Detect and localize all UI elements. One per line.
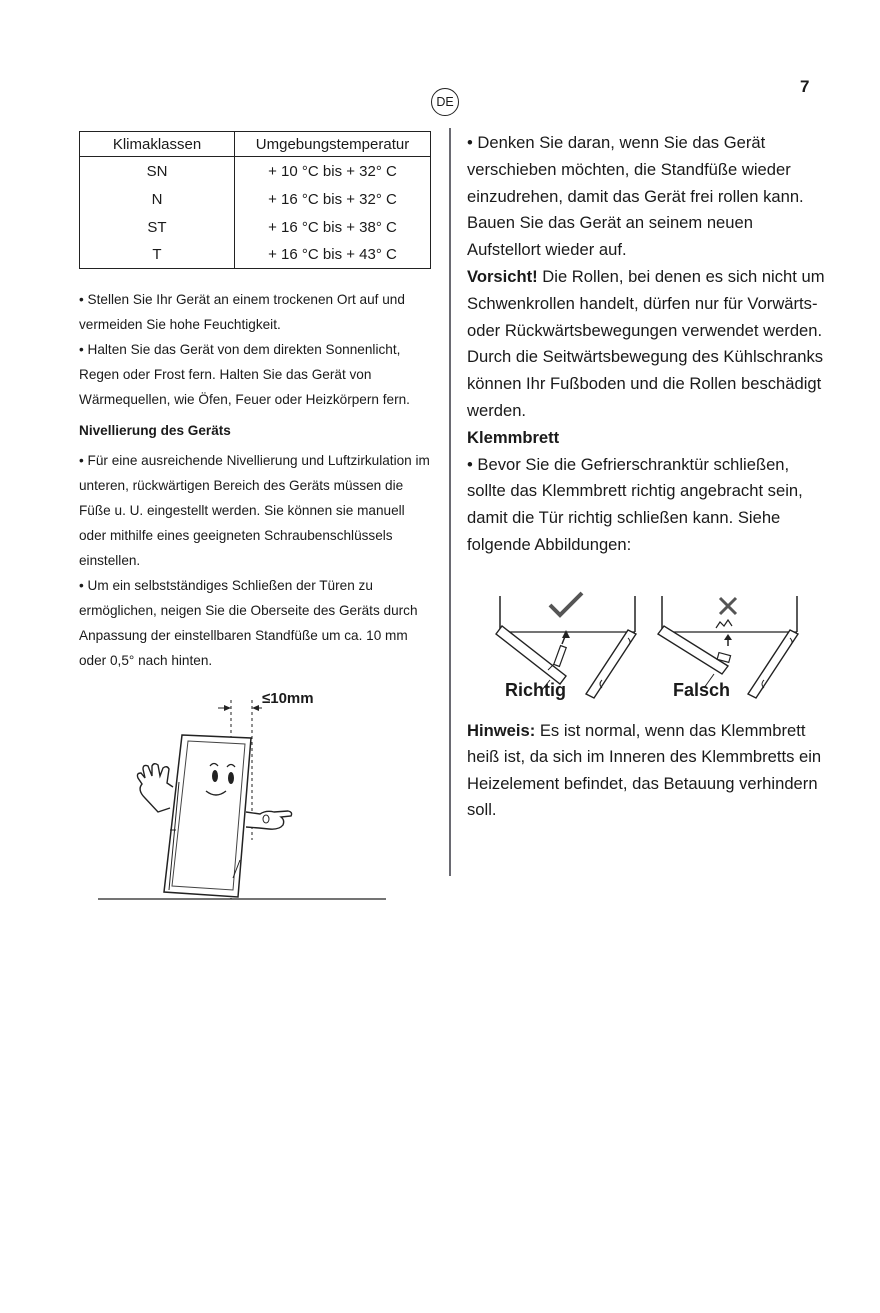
paragraph-clipboard: • Bevor Sie die Gefrierschranktür schließen, sollte das Klemmbrett richtig angebracht sein, damit die Tür richtig schließen kann. Siehe folgende Abbildungen: [467, 454, 803, 554]
correct-caption: Richtig [505, 680, 566, 700]
warning-label: Vorsicht! [467, 266, 538, 286]
table-cell: ST [80, 213, 235, 241]
right-column-text [467, 130, 827, 559]
table-cell: + 16 °C bis + 32° C [235, 185, 431, 213]
table-cell: N [80, 185, 235, 213]
section-heading-clipboard: Klemmbrett [467, 427, 560, 447]
left-column-text [79, 287, 435, 673]
table-cell: + 16 °C bis + 43° C [235, 241, 431, 269]
paragraph-dry-location: • Stellen Sie Ihr Gerät an einem trockenen Ort auf und vermeiden Sie hohe Feuchtigkeit. [79, 292, 405, 332]
table-header-cell: Umgebungstemperatur [235, 132, 431, 157]
table-cell: SN [80, 157, 235, 186]
column-divider [449, 128, 451, 876]
table-cell: + 16 °C bis + 38° C [235, 213, 431, 241]
section-heading-leveling: Nivellierung des Geräts [79, 423, 231, 438]
language-badge: DE [431, 88, 459, 116]
page-number: 7 [800, 77, 810, 96]
hint-label: Hinweis: [467, 721, 536, 740]
table-header-row [80, 132, 431, 157]
climate-class-table [79, 131, 431, 269]
paragraph-leveling: • Für eine ausreichende Nivellierung und Luftzirkulation im unteren, rückwärtigen Bereich des Geräts müssen die Füße u. U. eingestellt werden. Sie können sie manuell oder mithilfe eines geeigneten Schraubenschlüssels einstellen. [79, 453, 430, 568]
table-row [80, 185, 431, 213]
hint-text-block [467, 718, 827, 823]
fridge-tilt-illustration [90, 690, 400, 905]
paragraph-heat-sources: • Halten Sie das Gerät von dem direkten Sonnenlicht, Regen oder Frost fern. Halten Sie das Gerät von Wärmequellen, wie Öfen, Feuer oder Heizkörpern fern. [79, 342, 410, 407]
warning-text: Die Rollen, bei denen es sich nicht um Schwenkrollen handelt, dürfen nur für Vorwärts- oder Rückwärtsbewegungen verwendet werden. Durch die Seitwärtsbewegung des Kühlschranks können Ihr Fußboden und die Rollen beschädigt werden. [467, 266, 825, 420]
table-row [80, 213, 431, 241]
hint-text: Es ist normal, wenn das Klemmbrett heiß ist, da sich im Inneren des Klemmbretts ein Heizelement befindet, das Betauung verhindern soll. [467, 721, 822, 819]
table-cell: T [80, 241, 235, 269]
table-row [80, 157, 431, 186]
paragraph-feet: • Denken Sie daran, wenn Sie das Gerät verschieben möchten, die Standfüße wieder einzudrehen, damit das Gerät frei rollen kann. Bauen Sie das Gerät an seinem neuen Aufstellort wieder auf. [467, 133, 804, 260]
paragraph-tilt: • Um ein selbstständiges Schließen der Türen zu ermöglichen, neigen Sie die Oberseite des Geräts durch Anpassung der einstellbaren Standfüße um ca. 10 mm oder 0,5° nach hinten. [79, 578, 418, 668]
dimension-label: ≤10mm [262, 690, 314, 707]
hint-paragraph [467, 718, 827, 823]
table-row [80, 241, 431, 269]
table-cell: + 10 °C bis + 32° C [235, 157, 431, 186]
wrong-caption: Falsch [673, 680, 731, 700]
table-header-cell: Klimaklassen [80, 132, 235, 157]
paragraph-warning [467, 264, 827, 425]
